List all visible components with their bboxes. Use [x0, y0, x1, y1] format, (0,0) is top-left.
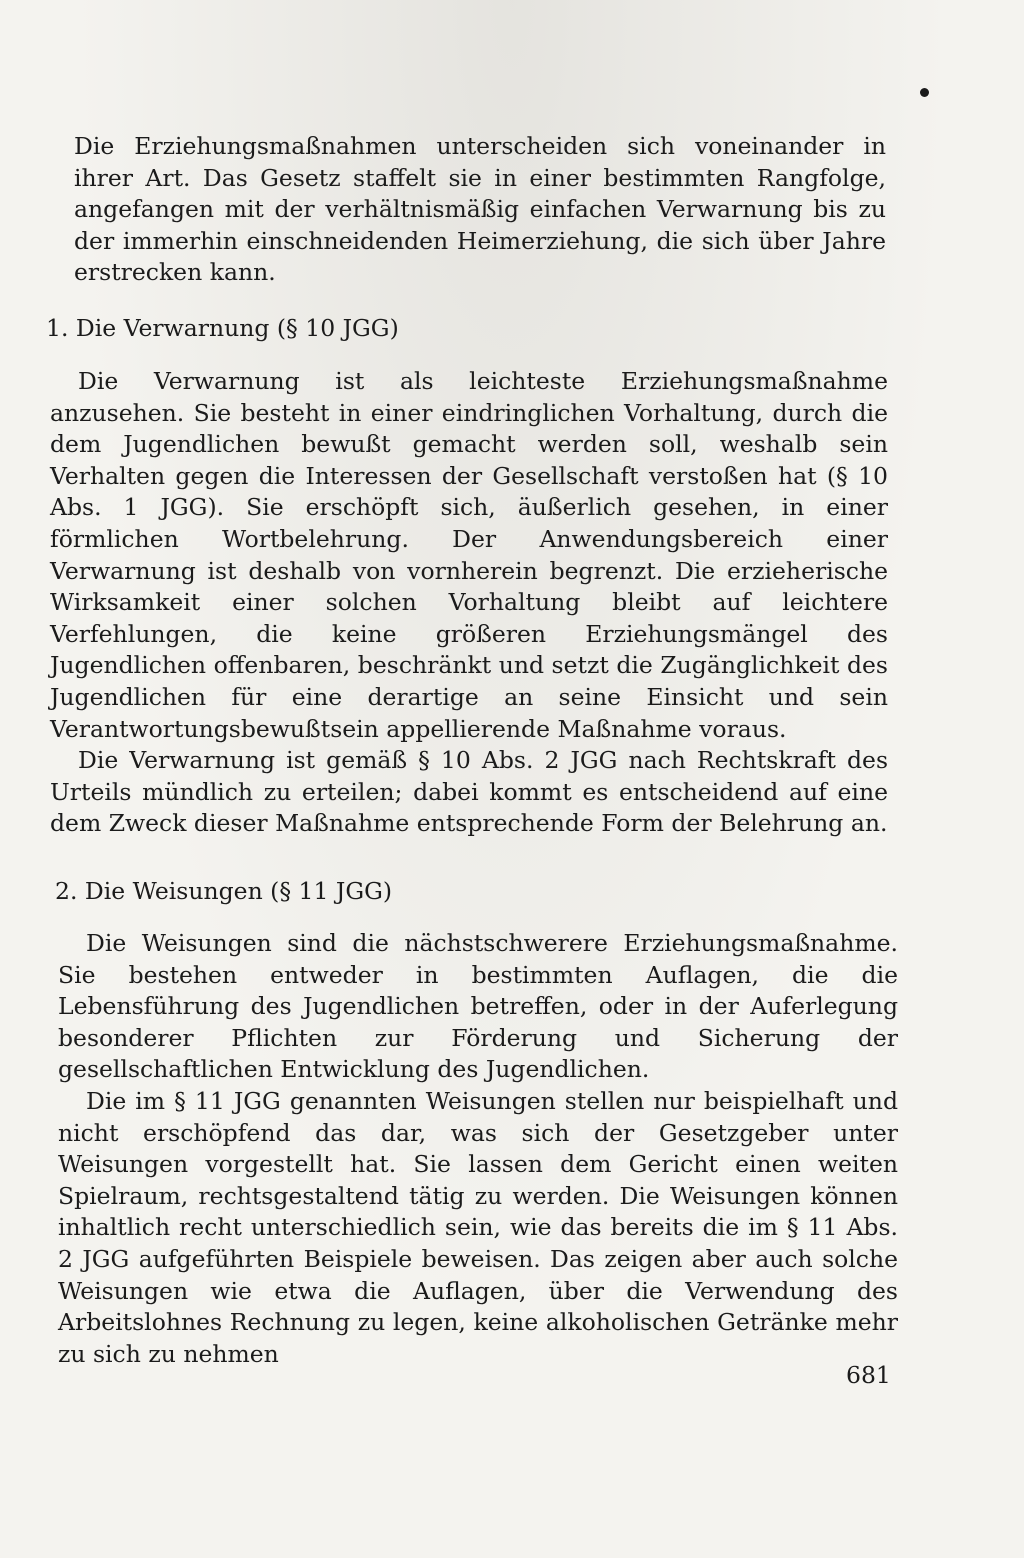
section-verwarnung-body — [50, 366, 888, 840]
body-paragraph: Die Verwarnung ist als leichteste Erziehungsmaßnahme anzusehen. Sie besteht in einer eindringlichen Vorhaltung, durch die dem Jugendlichen bewußt gemacht werden soll, weshalb sein Verhalten gegen die Interessen der Gesellschaft verstoßen hat (§ 10 Abs. 1 JGG). Sie erschöpft sich, äußerlich gesehen, in einer förmlichen Wortbelehrung. Der Anwendungsbereich einer Verwarnung ist deshalb von vornherein begrenzt. Die erzieherische Wirksamkeit einer solchen Vorhaltung bleibt auf leichtere Verfehlungen, die keine größeren Erziehungsmängel des Jugendlichen offenbaren, beschränkt und setzt die Zugänglichkeit des Jugendlichen für eine derartige an seine Einsicht und sein Verantwortungsbewußtsein appellierende Maßnahme voraus. — [50, 367, 888, 743]
body-paragraph: Die im § 11 JGG genannten Weisungen stellen nur beispielhaft und nicht erschöpfend das dar, was sich der Gesetzgeber unter Weisungen vorgestellt hat. Sie lassen dem Gericht einen weiten Spielraum, rechtsgestaltend tätig zu werden. Die Weisungen können inhaltlich recht unterschiedlich sein, wie das bereits die im § 11 Abs. 2 JGG aufgeführten Beispiele beweisen. Das zeigen aber auch solche Weisungen wie etwa die Auflagen, über die Verwendung des Arbeitslohnes Rechnung zu legen, keine alkoholischen Getränke mehr zu sich zu nehmen — [58, 1086, 898, 1368]
body-paragraph: Die Weisungen sind die nächstschwerere Erziehungsmaßnahme. Sie bestehen entweder in bestimmten Auflagen, die die Lebensführung des Jugendlichen betreffen, oder in der Auferlegung besonderer Pflichten zur Förderung und Sicherung der gesellschaftlichen Entwicklung des Jugendlichen. — [58, 929, 898, 1084]
ink-speck — [920, 88, 929, 97]
section-weisungen-body — [58, 928, 898, 1370]
section-heading-weisungen: 2. Die Weisungen (§ 11 JGG) — [55, 877, 393, 905]
intro-block — [74, 131, 886, 289]
page-number: 681 — [846, 1361, 891, 1389]
section-heading-verwarnung: 1. Die Verwarnung (§ 10 JGG) — [46, 314, 399, 342]
intro-paragraph: Die Erziehungsmaßnahmen unterscheiden sich voneinander in ihrer Art. Das Gesetz staffelt sie in einer bestimmten Rangfolge, angefangen mit der verhältnismäßig einfachen Verwarnung bis zu der immerhin einschneidenden Heimerziehung, die sich über Jahre erstrecken kann. — [74, 132, 886, 287]
body-paragraph: Die Verwarnung ist gemäß § 10 Abs. 2 JGG nach Rechtskraft des Urteils mündlich zu erteilen; dabei kommt es entscheidend auf eine dem Zweck dieser Maßnahme entsprechende Form der Belehrung an. — [50, 746, 888, 838]
